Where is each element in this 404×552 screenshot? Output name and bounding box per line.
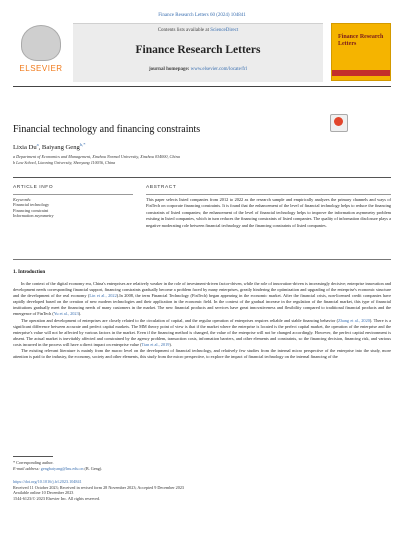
divider — [13, 86, 391, 87]
divider — [13, 177, 391, 178]
email-line — [13, 466, 102, 472]
cover-stripe — [332, 70, 390, 76]
keywords-block — [13, 197, 133, 218]
homepage-link[interactable]: www.elsevier.com/locate/frl — [190, 67, 247, 72]
keyword: Financial technology — [13, 202, 50, 208]
copyright: 1544-6123/© 2023 Elsevier Inc. All rights reserved. — [13, 495, 101, 501]
article-meta — [13, 479, 184, 501]
divider — [146, 194, 391, 195]
check-for-updates-mark — [334, 117, 343, 126]
citation-link[interactable]: Lin et al., 2022 — [89, 293, 117, 299]
paragraph — [13, 318, 391, 348]
author-name[interactable]: Lixia Du — [13, 144, 37, 152]
keyword: Information asymmetry — [13, 212, 54, 218]
text-run: ). — [169, 341, 172, 347]
abstract-heading: ABSTRACT — [146, 185, 177, 190]
paragraph — [13, 281, 391, 318]
email-label: E-mail address: — [13, 465, 40, 471]
article-info-heading: ARTICLE INFO — [13, 185, 54, 190]
text-run: The operation and development of enterprises are closely related to the circulation of capital, and the regular operation of enterprises requires reliable and stable financing behavior ( — [21, 317, 339, 323]
section-heading: 1. Introduction — [13, 270, 46, 275]
corresponding-author-note: * Corresponding author. — [13, 460, 54, 465]
text-run: ). — [78, 311, 82, 317]
journal-cover-thumbnail[interactable] — [331, 23, 391, 81]
publisher-name: ELSEVIER — [19, 64, 63, 73]
sciencedirect-link[interactable]: ScienceDirect — [210, 28, 239, 33]
journal-banner — [73, 23, 323, 82]
elsevier-logo[interactable] — [13, 23, 69, 81]
masthead — [13, 23, 391, 83]
text-run: In the context of the digital economy era, China's enterprises are relatively weaker in the role of investment-driven factor-driven, while the role of innovation-driven is increasingly decisive; enterprise innovation and development needs corresponding financial support, financing constraints gradually become a problem faced by many enterprises, greatly hindering the optimization and upgrading of the enterprise's economic structure and the development of the real economy ( — [13, 281, 391, 299]
journal-reference[interactable]: Finance Research Letters 60 (2024) 104841 — [158, 13, 246, 18]
citation-link[interactable]: Zhang et al., 2020 — [338, 317, 370, 323]
contents-prefix: Contents lists available at — [157, 28, 209, 33]
keywords-label: Keywords: — [13, 197, 32, 202]
email-link[interactable]: gengbaiyang@lnu.edu.cn — [40, 465, 84, 471]
divider — [13, 259, 391, 260]
contents-line — [73, 28, 323, 33]
author-name[interactable]: Baiyang Geng — [41, 144, 80, 152]
cover-title: Finance Research Letters — [338, 34, 384, 47]
keyword: Financing constraint — [13, 207, 49, 213]
journal-title: Finance Research Letters — [135, 44, 261, 56]
footnotes — [13, 460, 102, 471]
elsevier-tree-icon — [21, 25, 61, 61]
homepage-line — [73, 67, 323, 72]
citation-link[interactable]: Tian et al., 2019 — [141, 341, 170, 347]
check-for-updates-icon[interactable] — [330, 114, 348, 132]
introduction-body — [13, 281, 391, 360]
author-list: Lixia Du$^a$, Baiyang Geng$^{b,*}$ — [13, 142, 86, 152]
abstract-text: This paper selects listed companies from 2012 to 2022 as the research sample and empirically analyzes the primary channels and ways of FinTech on corporate financing constraints. It is found that the enhancement of the level of financial technology helps to reduce the financing constraints of listed companies; the enhancement of the level of financial technology helps to improve the information asymmetry problem existing in listed companies, which in turn reduces the financing constraints of listed companies. The quality of information disclosure plays a negative moderating role between financial technology and the financing constraints of listed companies. — [146, 197, 391, 228]
doi-link[interactable]: https://doi.org/10.1016/j.frl.2023.104841 — [13, 479, 82, 484]
text-run: ).In 2008, the term Financial Technology (FinTech) began appearing in the economic market. After the financial crisis, non-licensed credit companies have rapidly developed based on the creation of new modern technologies and their application in the economic field. In the context of the gradual increase in the regulation of the financial market, this type of financial institutions gradually meet the financing needs of many customers in the market. The new financial products and services have great innovativeness and flexibility compared to traditional financial products and the emergence of FinTech ( — [13, 293, 391, 317]
article-title: Financial technology and financing constraints — [13, 124, 201, 135]
available-online: Available online 10 December 2023 — [13, 490, 74, 496]
affiliation: b Law School, Liaoning University, Shenyang 110036, China — [13, 160, 116, 165]
homepage-prefix: journal homepage: — [149, 67, 190, 72]
author-affiliation-marker[interactable]: a — [36, 142, 39, 147]
email-suffix: (B. Geng). — [84, 465, 103, 471]
text-run: ). There is a significant difference between accurate and perfect capital markets. The MM theory point of view is that if the market where the enterprise is located is the perfect capital market, the operation of the enterprise and the enterprise's value will not be affected by various factors in the market. Even if the financing method is changed, the value of the enterprise will not be changed accordingly. However, the perfect capital environment is absent. The actual market is inevitably affected and constrained by the agency problem, transaction costs, information barriers, and other elements and constraints, so the financing decision, financing risk, and various costs incurred in the process will have a direct impact on enterprise value ( — [13, 317, 391, 347]
footnote-divider — [13, 456, 53, 457]
history: Received 11 October 2023; Received in revised form 28 November 2023; Accepted 9 December 2023 — [13, 484, 185, 490]
citation-link[interactable]: Yu et al., 2023 — [53, 311, 79, 317]
paragraph: The existing relevant literature is mainly from the macro level on the development of financial technology, and relatively few studies from the internal micro perspective of the enterprise into the study, more attention is paid to the industry, the economy, society and other elements, this study from the micro perspective, to explore the impact of financial technology on the internal financing of the — [13, 348, 391, 360]
affiliation: a Department of Economics and Management, Xinzhou Normal University, Xinzhou 034000, China — [13, 154, 180, 159]
divider — [13, 194, 133, 195]
author-affiliation-marker[interactable]: b,* — [79, 142, 86, 147]
